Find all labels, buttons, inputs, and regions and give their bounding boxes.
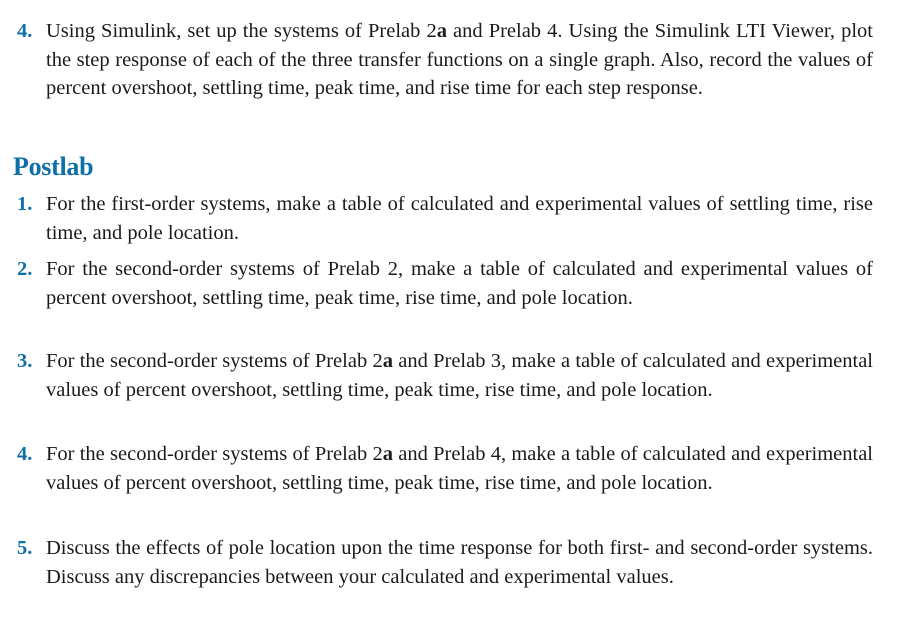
item-text: Discuss the effects of pole location upon the time response for both first- and second-order systems. Discuss any discrepancies between your calculated and experimental values. (46, 537, 873, 588)
item-text: For the second-order systems of Prelab 2a and Prelab 3, make a table of calculated and experimental values of percent overshoot, settling time, peak time, rise time, and pole location. (46, 350, 874, 401)
section-heading-postlab: Postlab (13, 152, 94, 181)
item-number: 4. (17, 443, 33, 465)
postlab-item-3 (17, 347, 873, 404)
postlab-item-1 (17, 190, 873, 247)
item-number: 3. (17, 350, 33, 372)
item-text: For the second-order systems of Prelab 2a and Prelab 4, make a table of calculated and experimental values of percent overshoot, settling time, peak time, rise time, and pole location. (46, 443, 874, 494)
item-text: Using Simulink, set up the systems of Prelab 2a and Prelab 4. Using the Simulink LTI Viewer, plot the step response of each of the three transfer functions on a single graph. Also, record the values of percent overshoot, settling time, peak time, and rise time for each step response. (46, 20, 873, 100)
prelab-item-4 (17, 17, 873, 103)
postlab-item-4 (17, 440, 873, 497)
item-text: For the first-order systems, make a table of calculated and experimental values of settling time, rise time, and pole location. (46, 193, 873, 244)
item-number: 2. (17, 258, 33, 280)
postlab-item-5 (17, 534, 873, 591)
item-number: 1. (17, 193, 33, 215)
item-text: For the second-order systems of Prelab 2, make a table of calculated and experimental values of percent overshoot, settling time, peak time, rise time, and pole location. (46, 258, 873, 309)
item-number: 5. (17, 537, 33, 559)
postlab-item-2 (17, 255, 873, 312)
item-number: 4. (17, 20, 33, 42)
